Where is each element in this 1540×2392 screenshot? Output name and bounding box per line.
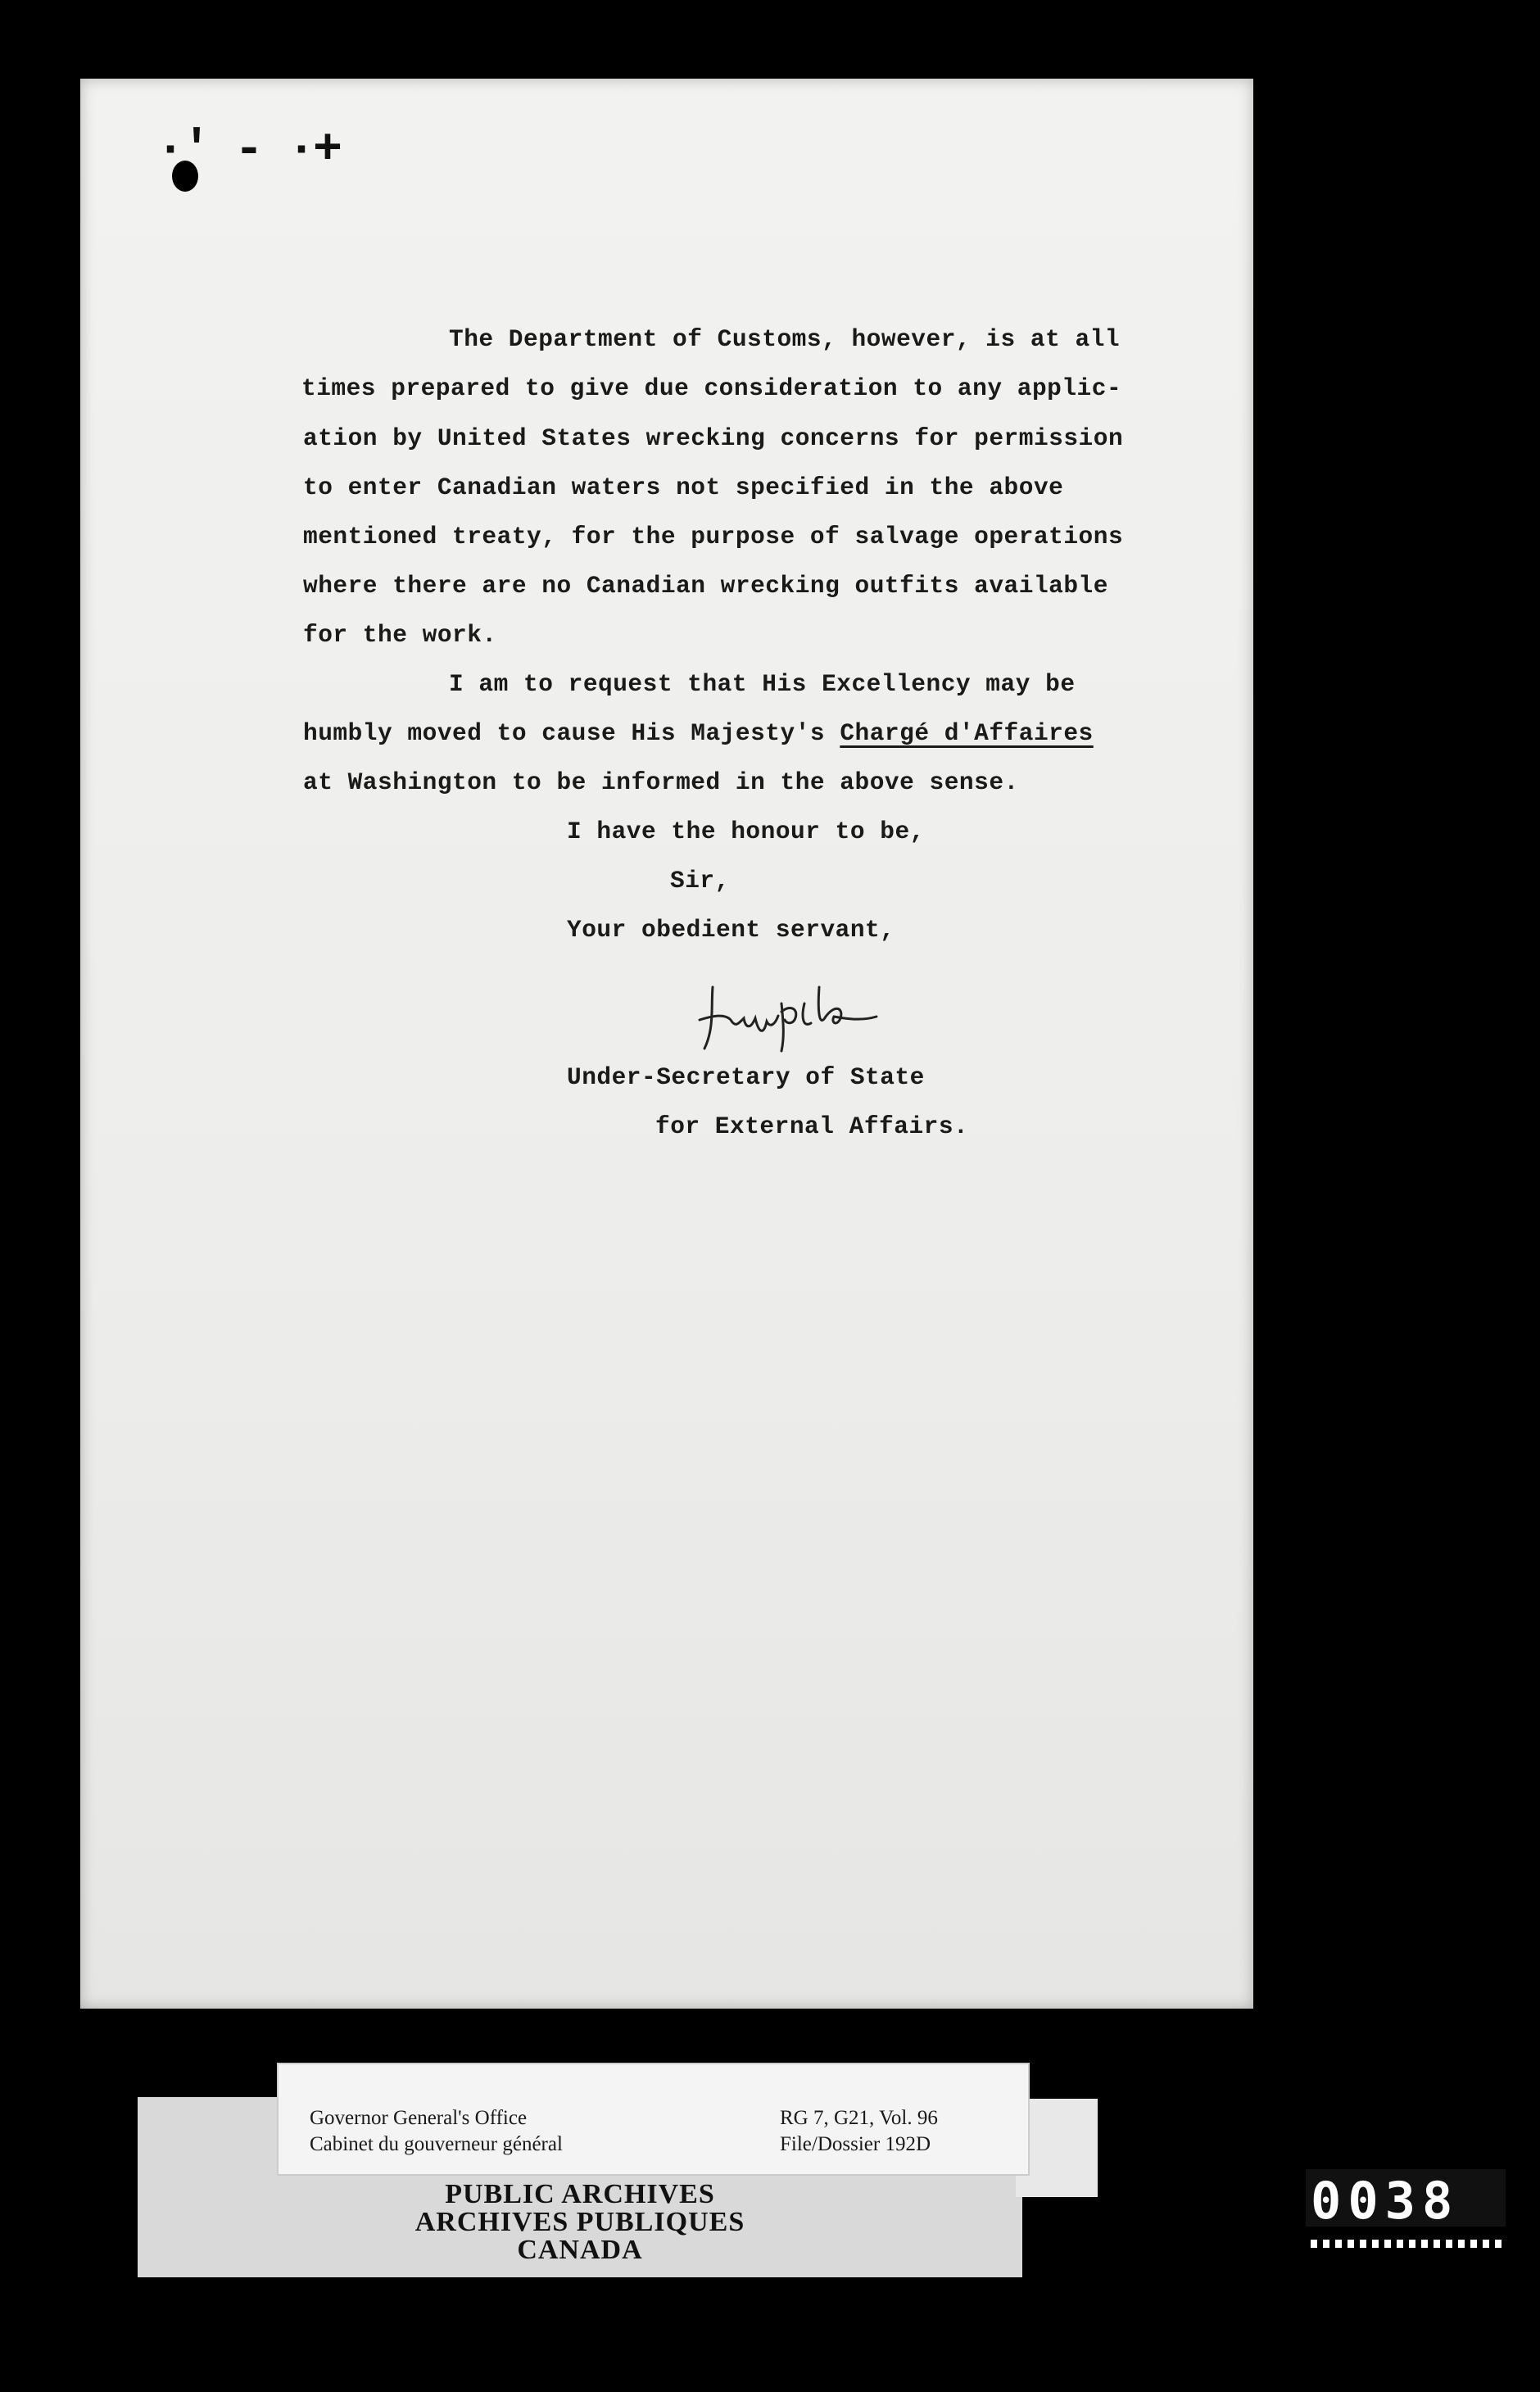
letter-line-10: at Washington to be informed in the above sense. (303, 768, 1019, 796)
handwritten-signature (696, 971, 885, 1065)
valediction: Your obedient servant, (567, 916, 895, 944)
record-group: RG 7, G21, Vol. 96 (780, 2107, 938, 2129)
letter-line-8: I am to request that His Excellency may be (449, 670, 1076, 698)
perforation (1397, 2240, 1403, 2248)
perforation (1483, 2240, 1489, 2248)
stamp-line-1: PUBLIC ARCHIVES (445, 2179, 715, 2209)
salutation: Sir, (670, 867, 730, 895)
perforation (1348, 2240, 1354, 2248)
letter-line-2: times prepared to give due consideration to any applic- (301, 374, 1122, 402)
closing-line: I have the honour to be, (567, 818, 925, 845)
stamp-line-2: ARCHIVES PUBLIQUES (414, 2207, 745, 2237)
corner-mark: ·' - ·+ (156, 123, 340, 179)
office-french: Cabinet du gouverneur général (310, 2133, 563, 2155)
file-number: File/Dossier 192D (780, 2133, 931, 2155)
office-english: Governor General's Office (310, 2107, 528, 2129)
perforation (1446, 2240, 1452, 2248)
perforation (1470, 2240, 1477, 2248)
document-page (80, 79, 1253, 2009)
perforation (1360, 2240, 1366, 2248)
perforation (1372, 2240, 1379, 2248)
signatory-department: for External Affairs. (655, 1112, 969, 1140)
perforation (1335, 2240, 1342, 2248)
signatory-title: Under-Secretary of State (567, 1063, 925, 1091)
perforation (1458, 2240, 1465, 2248)
perforation (1409, 2240, 1415, 2248)
letter-line-5: mentioned treaty, for the purpose of salvage operations (303, 523, 1124, 550)
archive-label (277, 2063, 1030, 2176)
perforation (1495, 2240, 1502, 2248)
perforation (1384, 2240, 1391, 2248)
letter-line-7: for the work. (303, 621, 497, 649)
underlined-title: Chargé d'Affaires (840, 719, 1094, 747)
letter-line-9: humbly moved to cause His Majesty's Chargé d'Affaires (303, 719, 1094, 747)
perforation (1311, 2240, 1317, 2248)
perforation (1421, 2240, 1428, 2248)
frame-number: 0038 (1311, 2171, 1460, 2231)
perforation (1323, 2240, 1329, 2248)
letter-line-6: where there are no Canadian wrecking outfits available (303, 572, 1108, 600)
letter-line-3: ation by United States wrecking concerns for permission (303, 424, 1124, 452)
letter-line-1: The Department of Customs, however, is at all (449, 325, 1121, 353)
letter-line-4: to enter Canadian waters not specified in the above (303, 473, 1064, 501)
stamp-line-3: CANADA (517, 2235, 643, 2265)
perforation (1434, 2240, 1440, 2248)
